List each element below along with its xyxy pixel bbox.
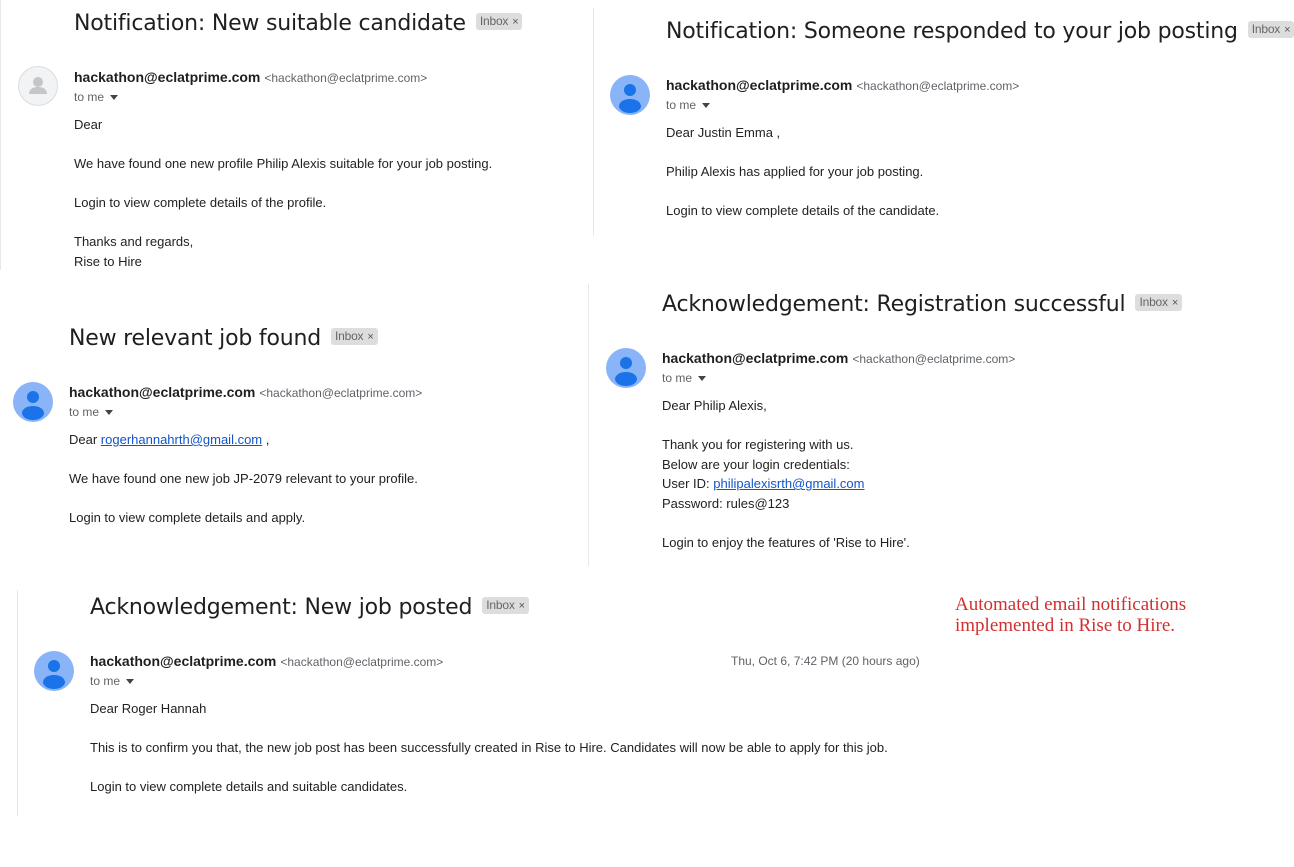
sender-name[interactable]: hackathon@eclatprime.com — [74, 69, 261, 85]
body-line: Password: rules@123 — [662, 496, 790, 511]
body-line: Thank you for registering with us. — [662, 437, 854, 452]
sender-avatar — [34, 651, 74, 691]
recipient-dropdown[interactable]: to me — [666, 98, 710, 112]
email-timestamp: Thu, Oct 6, 7:42 PM (20 hours ago) — [731, 654, 920, 668]
sender-address: <hackathon@eclatprime.com> — [856, 79, 1020, 93]
divider-left-bottom — [17, 590, 18, 816]
body-line: Rise to Hire — [74, 254, 142, 269]
remove-label-icon[interactable]: × — [518, 599, 525, 612]
body-line: Login to view complete details of the profile. — [74, 195, 327, 210]
remove-label-icon[interactable]: × — [1284, 23, 1291, 36]
body-line: Dear Philip Alexis, — [662, 398, 767, 413]
email-subject: Notification: Someone responded to your job posting Inbox × — [666, 19, 1294, 44]
sender-line — [662, 350, 1015, 366]
sender-avatar — [13, 382, 53, 422]
body-line: Below are your login credentials: — [662, 457, 850, 472]
inbox-label-chip: Inbox × — [331, 328, 378, 345]
body-line: Thanks and regards, — [74, 234, 194, 249]
sender-name[interactable]: hackathon@eclatprime.com — [90, 653, 277, 669]
sender-address: <hackathon@eclatprime.com> — [259, 386, 423, 400]
remove-label-icon[interactable]: × — [512, 15, 519, 28]
sender-avatar — [18, 66, 58, 106]
sender-line — [69, 384, 422, 400]
recipient-dropdown[interactable]: to me — [74, 90, 118, 104]
remove-label-icon[interactable]: × — [367, 330, 374, 343]
inbox-label-chip: Inbox × — [1248, 21, 1294, 38]
chevron-down-icon[interactable] — [126, 679, 134, 684]
sender-name[interactable]: hackathon@eclatprime.com — [662, 350, 849, 366]
email-subject: Notification: New suitable candidate Inbox × — [74, 11, 522, 36]
body-line: Dear — [74, 117, 103, 132]
email-subject: Acknowledgement: Registration successful Inbox × — [662, 292, 1182, 317]
body-line: We have found one new profile Philip Alexis suitable for your job posting. — [74, 156, 493, 171]
body-line: Dear Justin Emma , — [666, 125, 781, 140]
sender-address: <hackathon@eclatprime.com> — [264, 71, 428, 85]
sender-avatar — [606, 348, 646, 388]
sender-name[interactable]: hackathon@eclatprime.com — [666, 77, 853, 93]
chevron-down-icon[interactable] — [105, 410, 113, 415]
divider-left-top — [0, 0, 1, 270]
sender-line — [90, 653, 443, 669]
inbox-label-chip: Inbox × — [482, 597, 529, 614]
body-line: Login to view complete details and suitable candidates. — [90, 779, 408, 794]
recipient-dropdown[interactable]: to me — [90, 674, 134, 688]
divider-middle-bottom — [588, 284, 589, 566]
recipient-dropdown[interactable]: to me — [662, 371, 706, 385]
sender-avatar — [610, 75, 650, 115]
sender-line — [666, 77, 1019, 93]
body-line: Login to enjoy the features of 'Rise to Hire'. — [662, 535, 910, 550]
body-line: Login to view complete details of the candidate. — [666, 203, 940, 218]
sender-address: <hackathon@eclatprime.com> — [852, 352, 1016, 366]
sender-address: <hackathon@eclatprime.com> — [280, 655, 444, 669]
inbox-label-chip: Inbox × — [1135, 294, 1182, 311]
body-line: This is to confirm you that, the new job post has been successfully created in Rise to Hire. Candidates will now be able to apply for this job. — [90, 740, 888, 755]
sender-line — [74, 69, 427, 85]
email-subject: Acknowledgement: New job posted Inbox × — [90, 595, 529, 620]
greeting-line: Dear rogerhannahrth@gmail.com , — [69, 432, 270, 447]
recipient-dropdown[interactable]: to me — [69, 405, 113, 419]
annotation-line: implemented in Rise to Hire. — [955, 615, 1176, 636]
chevron-down-icon[interactable] — [110, 95, 118, 100]
remove-label-icon[interactable]: × — [1171, 296, 1179, 309]
body-line: Dear Roger Hannah — [90, 701, 207, 716]
annotation-note — [955, 594, 1186, 636]
body-line: Login to view complete details and apply. — [69, 510, 306, 525]
divider-middle-top — [593, 8, 594, 236]
body-line: We have found one new job JP-2079 relevant to your profile. — [69, 471, 418, 486]
chevron-down-icon[interactable] — [702, 103, 710, 108]
email-subject: New relevant job found Inbox × — [69, 326, 378, 351]
body-line: Philip Alexis has applied for your job posting. — [666, 164, 924, 179]
email-link[interactable]: philipalexisrth@gmail.com — [713, 476, 865, 491]
annotation-line: Automated email notifications — [955, 594, 1187, 615]
chevron-down-icon[interactable] — [698, 376, 706, 381]
sender-name[interactable]: hackathon@eclatprime.com — [69, 384, 256, 400]
userid-line: User ID: philipalexisrth@gmail.com — [662, 476, 865, 491]
inbox-label-chip: Inbox × — [476, 13, 523, 30]
email-link[interactable]: rogerhannahrth@gmail.com — [100, 432, 263, 447]
